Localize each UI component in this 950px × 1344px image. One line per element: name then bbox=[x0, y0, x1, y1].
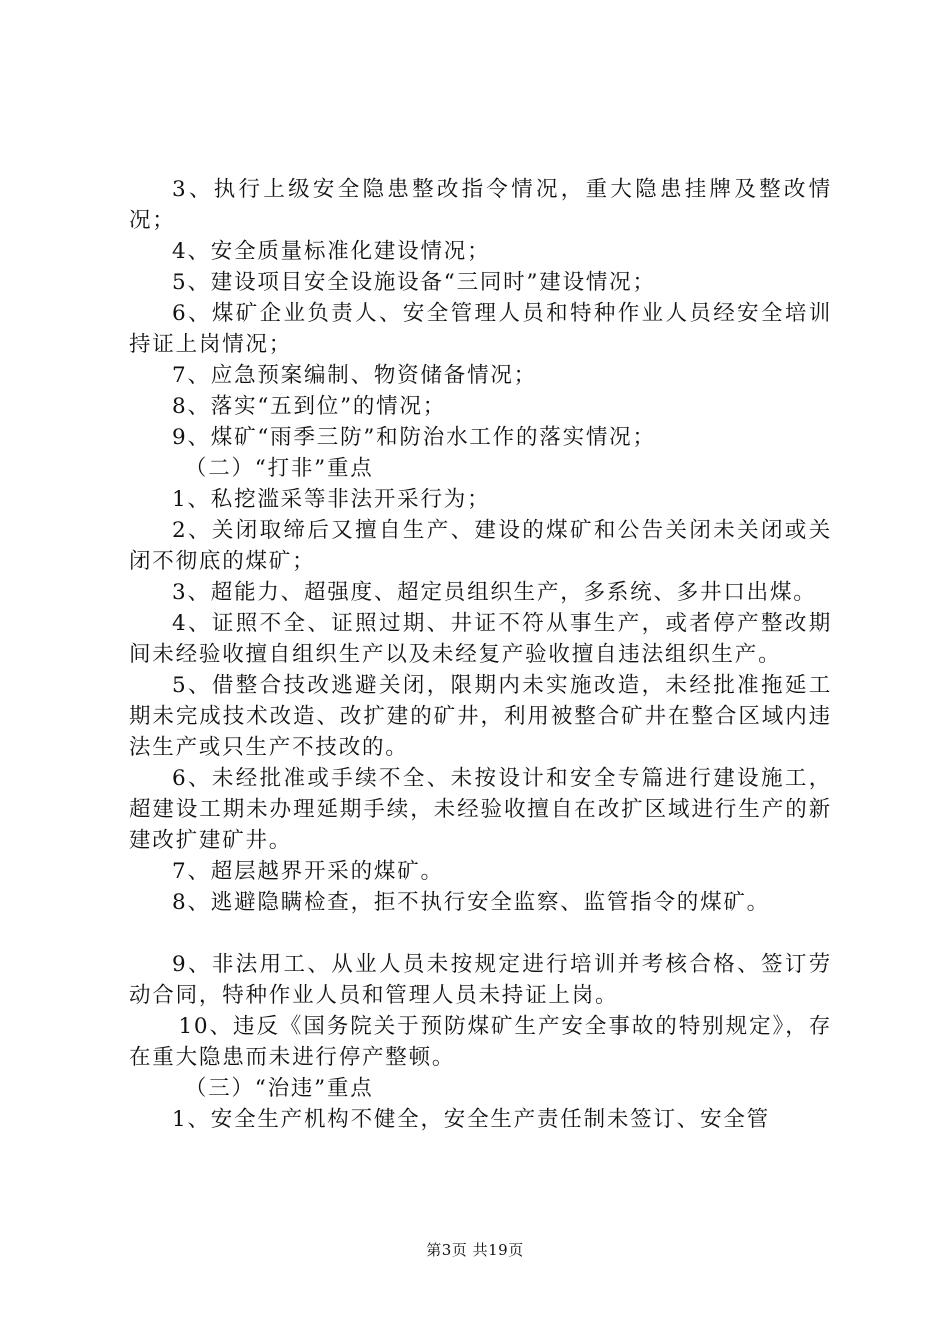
list-item: 10、违反《国务院关于预防煤矿生产安全事故的特别规定》，存在重大隐患而未进行停产整顿。 bbox=[129, 1014, 832, 1070]
page-footer: 第3页 共19页 bbox=[426, 1241, 524, 1259]
section-heading: （三）“治违”重点 bbox=[184, 1076, 374, 1101]
list-item: 4、证照不全、证照过期、井证不符从事生产，或者停产整改期间未经验收擅自组织生产以及未经复产验收擅自违法组织生产。 bbox=[129, 611, 832, 667]
list-item: 6、未经批准或手续不全、未按设计和安全专篇进行建设施工，超建设工期未办理延期手续，未经验收擅自在改扩区域进行生产的新建改扩建矿井。 bbox=[129, 766, 832, 853]
list-item: 7、应急预案编制、物资储备情况； bbox=[172, 363, 537, 388]
list-item: 6、煤矿企业负责人、安全管理人员和特种作业人员经安全培训持证上岗情况； bbox=[129, 301, 832, 357]
list-item: 8、落实“五到位”的情况； bbox=[172, 394, 447, 419]
list-item: 9、非法用工、从业人员未按规定进行培训并考核合格、签订劳动合同，特种作业人员和管理人员未持证上岗。 bbox=[129, 952, 832, 1008]
list-item: 8、逃避隐瞒检查，拒不执行安全监察、监管指令的煤矿。 bbox=[172, 890, 770, 915]
list-item: 9、煤矿“雨季三防”和防治水工作的落实情况； bbox=[172, 425, 656, 450]
section-heading: （二）“打非”重点 bbox=[184, 456, 374, 481]
list-item: 2、关闭取缔后又擅自生产、建设的煤矿和公告关闭未关闭或关闭不彻底的煤矿； bbox=[129, 518, 832, 574]
list-item: 1、安全生产机构不健全，安全生产责任制未签订、安全管 bbox=[172, 1107, 770, 1132]
list-item: 3、超能力、超强度、超定员组织生产，多系统、多井口出煤。 bbox=[172, 580, 817, 605]
list-item: 7、超层越界开采的煤矿。 bbox=[172, 859, 444, 884]
list-item: 5、建设项目安全设施设备“三同时”建设情况； bbox=[172, 270, 656, 295]
blank-line bbox=[129, 918, 832, 949]
list-item: 4、安全质量标准化建设情况； bbox=[172, 239, 491, 264]
list-item: 1、私挖滥采等非法开采行为； bbox=[172, 487, 491, 512]
list-item: 3、执行上级安全隐患整改指令情况，重大隐患挂牌及整改情况； bbox=[129, 177, 832, 233]
list-item: 5、借整合技改逃避关闭，限期内未实施改造，未经批准拖延工期未完成技术改造、改扩建的矿井，利用被整合矿井在整合区域内违法生产或只生产不技改的。 bbox=[129, 673, 832, 760]
document-body bbox=[129, 174, 832, 1135]
